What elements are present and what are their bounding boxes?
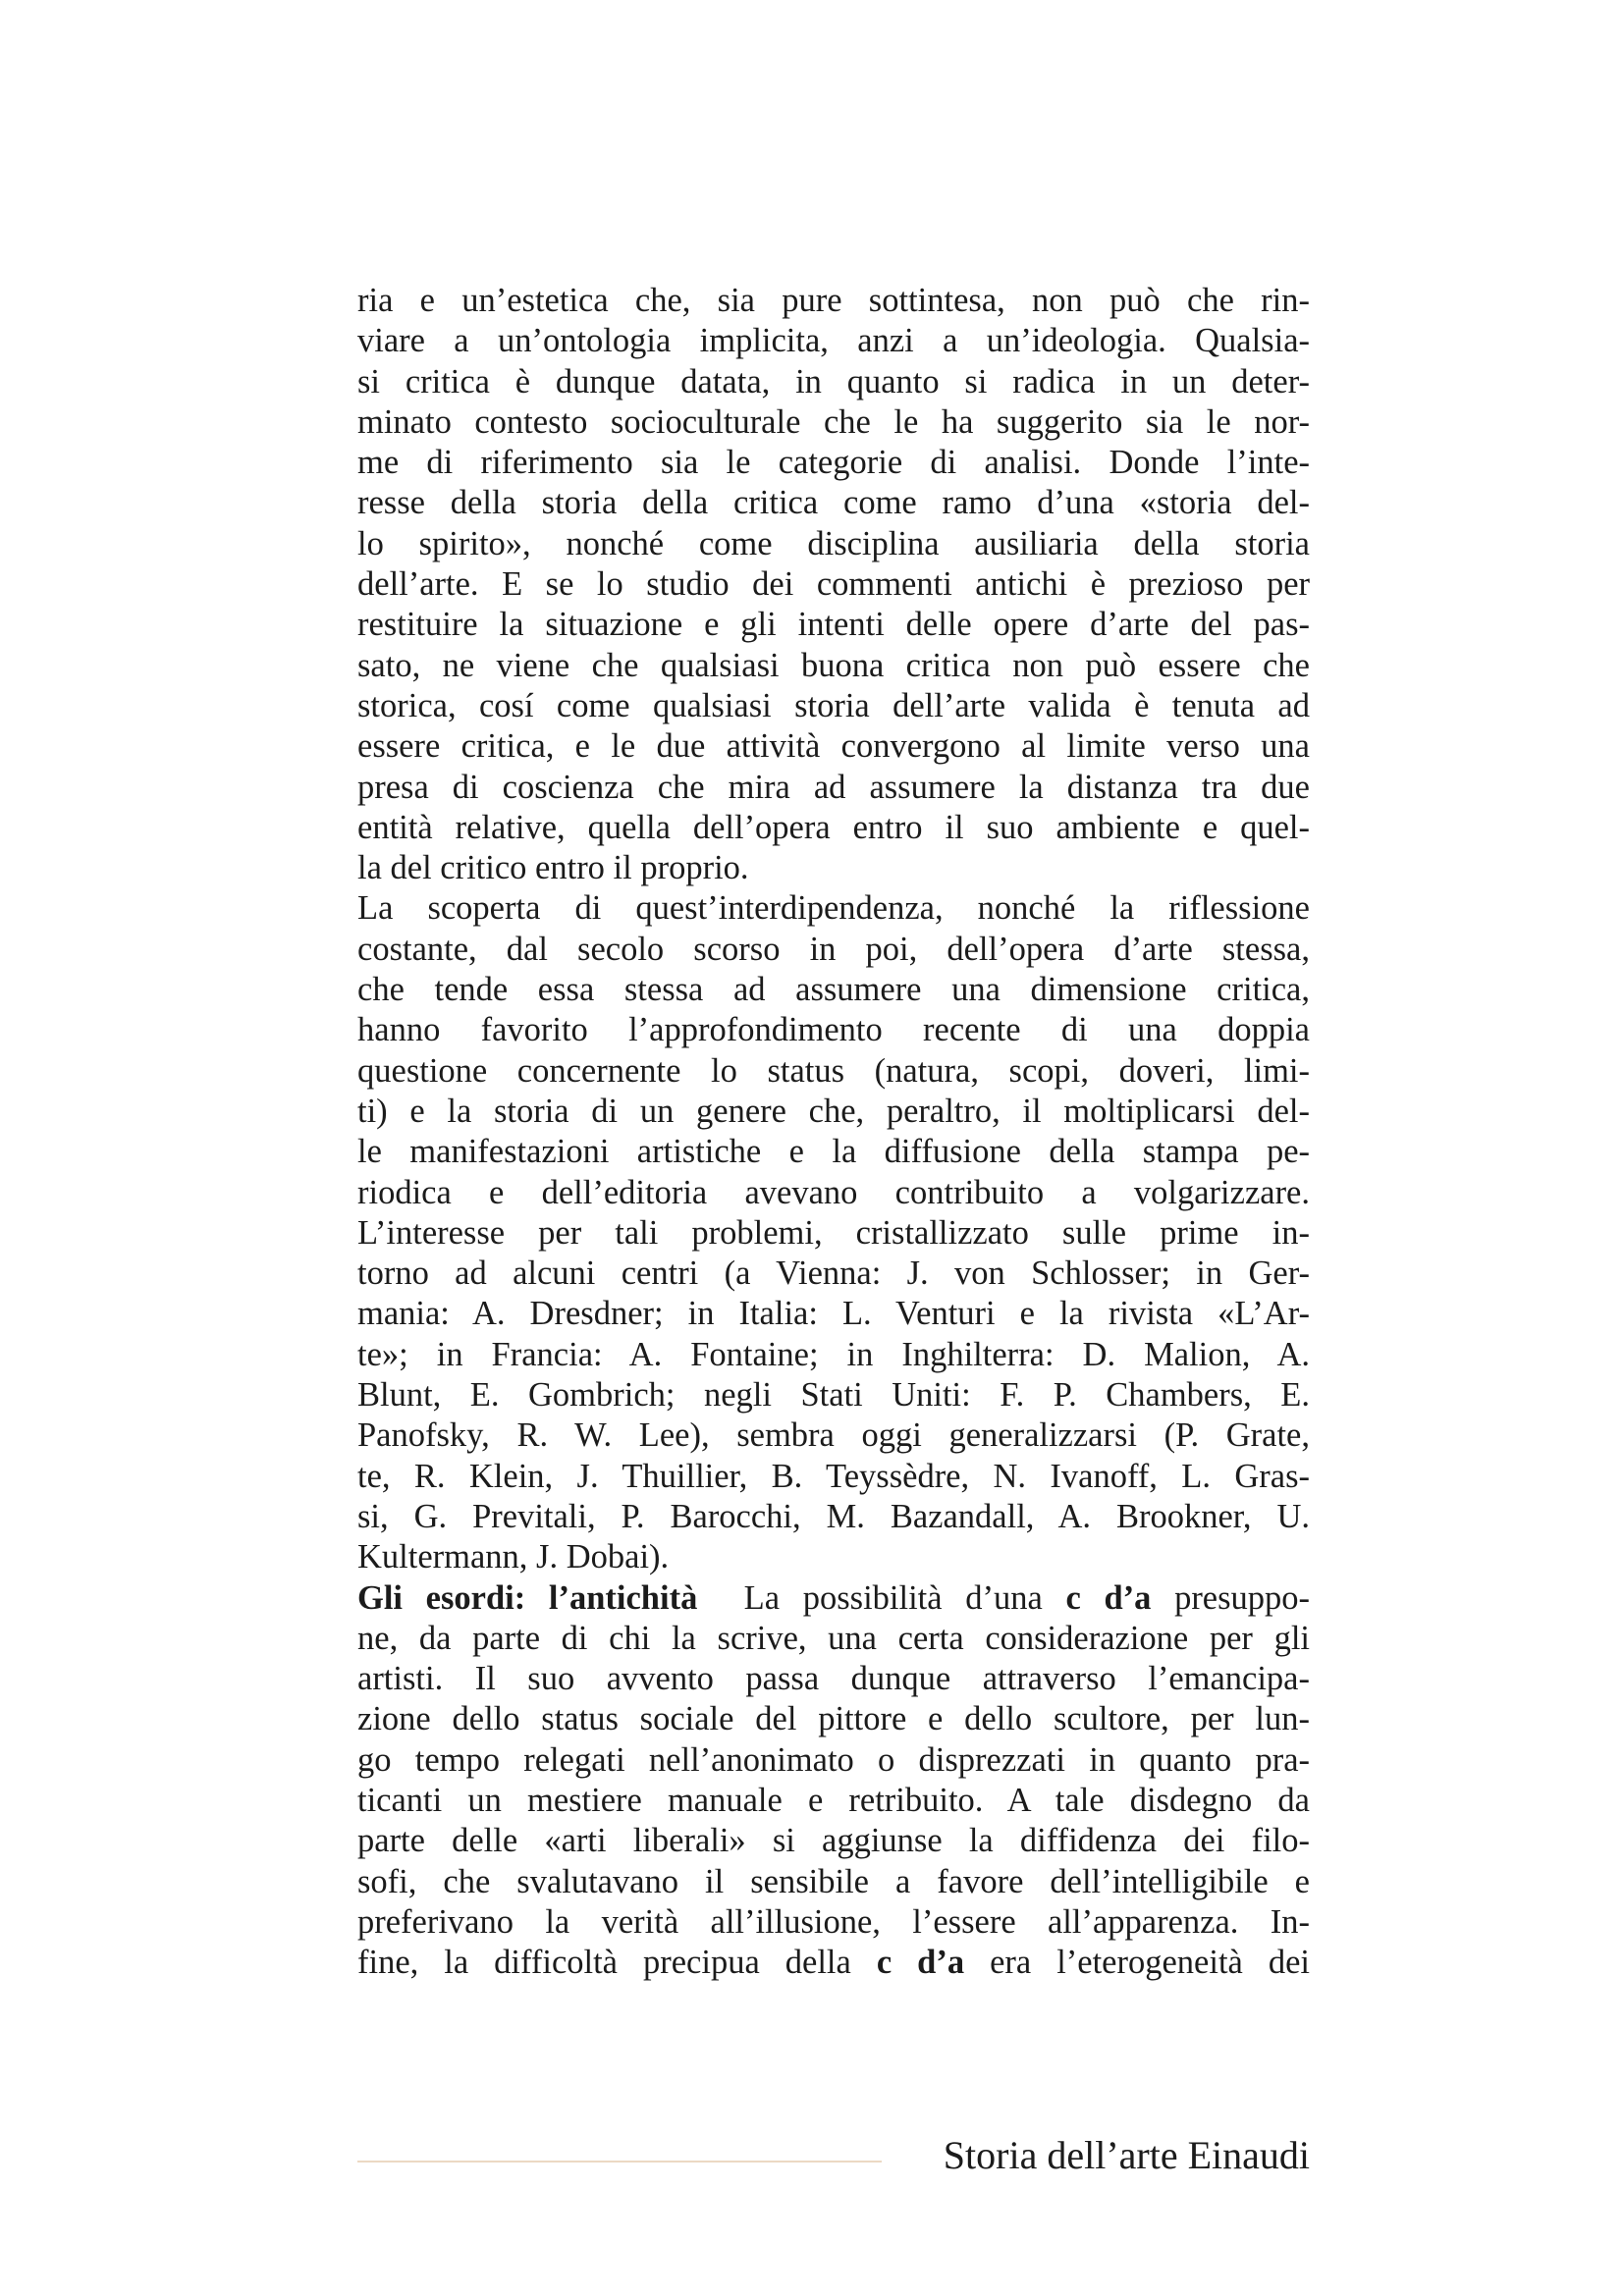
text-line: presa di coscienza che mira ad assumere la distanza tra due (357, 768, 1310, 806)
text-line: sofi, che svalutavano il sensibile a favore dell’intelligibile e (357, 1862, 1310, 1900)
body-text (357, 281, 1310, 1983)
text-line (357, 1578, 1310, 1619)
abbreviation: c d’a (876, 1944, 965, 1982)
footer-title: Storia dell’arte Einaudi (943, 2133, 1310, 2177)
text-line: Kultermann, J. Dobai). (357, 1538, 670, 1576)
text-line: zione dello status sociale del pittore e dello scultore, per lun- (357, 1700, 1310, 1738)
text-line: preferivano la verità all’illusione, l’essere all’apparenza. In- (357, 1902, 1310, 1941)
footer-divider (357, 2161, 882, 2163)
text-fragment: presuppo- (1174, 1578, 1311, 1617)
text-line: ticanti un mestiere manuale e retribuito. A tale disdegno da (357, 1781, 1310, 1819)
text-line: artisti. Il suo avvento passa dunque attraverso l’emancipa- (357, 1660, 1310, 1698)
text-line: le manifestazioni artistiche e la diffusione della stampa pe- (357, 1133, 1310, 1171)
text-line: me di riferimento sia le categorie di analisi. Donde l’inte- (357, 444, 1310, 482)
paragraph-3 (357, 1578, 1310, 1984)
text-line: ne, da parte di chi la scrive, una certa considerazione per gli (357, 1619, 1310, 1657)
text-line: riodica e dell’editoria avevano contribuito a volgarizzare. (357, 1173, 1310, 1211)
text-line: ti) e la storia di un genere che, peraltro, il moltiplicarsi del- (357, 1092, 1310, 1130)
text-line: viare a un’ontologia implicita, anzi a un’ideologia. Qualsia- (357, 322, 1310, 360)
text-line: ria e un’estetica che, sia pure sottintesa, non può che rin- (357, 282, 1310, 319)
text-line: hanno favorito l’approfondimento recente di una doppia (357, 1011, 1310, 1049)
text-line: sato, ne viene che qualsiasi buona critica non può essere che (357, 646, 1310, 684)
abbreviation: c d’a (1065, 1578, 1152, 1617)
text-line: te»; in Francia: A. Fontaine; in Inghilterra: D. Malion, A. (357, 1335, 1310, 1373)
text-line: torno ad alcuni centri (a Vienna: J. von Schlosser; in Ger- (357, 1255, 1310, 1293)
text-line: entità relative, quella dell’opera entro il suo ambiente e quel- (357, 808, 1310, 846)
text-line: resse della storia della critica come ramo d’una «storia del- (357, 484, 1310, 522)
text-line: essere critica, e le due attività convergono al limite verso una (357, 727, 1310, 766)
text-line: si, G. Previtali, P. Barocchi, M. Bazandall, A. Brookner, U. (357, 1497, 1310, 1535)
text-fragment: era l’eterogeneità dei (990, 1944, 1310, 1982)
text-line: parte delle «arti liberali» si aggiunse la diffidenza dei filo- (357, 1822, 1310, 1860)
text-fragment: La possibilità d’una (743, 1578, 1043, 1617)
text-line (357, 1943, 1310, 1983)
text-line: go tempo relegati nell’anonimato o disprezzati in quanto pra- (357, 1740, 1310, 1779)
text-line: lo spirito», nonché come disciplina ausiliaria della storia (357, 524, 1310, 562)
text-line: Blunt, E. Gombrich; negli Stati Uniti: F. P. Chambers, E. (357, 1376, 1310, 1415)
text-line: te, R. Klein, J. Thuillier, B. Teyssèdre, N. Ivanoff, L. Gras- (357, 1457, 1310, 1495)
section-heading: Gli esordi: l’antichità (357, 1578, 698, 1617)
text-line: storica, cosí come qualsiasi storia dell’arte valida è tenuta ad (357, 686, 1310, 724)
text-line: L’interesse per tali problemi, cristallizzato sulle prime in- (357, 1213, 1310, 1252)
text-fragment: fine, la difficoltà precipua della (357, 1944, 851, 1982)
text-line: si critica è dunque datata, in quanto si radica in un deter- (357, 362, 1310, 400)
text-line: La scoperta di quest’interdipendenza, nonché la riflessione (357, 889, 1310, 928)
text-line: restituire la situazione e gli intenti delle opere d’arte del pas- (357, 606, 1310, 644)
text-line: la del critico entro il proprio. (357, 849, 749, 887)
text-line: costante, dal secolo scorso in poi, dell’opera d’arte stessa, (357, 930, 1310, 968)
text-line: Panofsky, R. W. Lee), sembra oggi generalizzarsi (P. Grate, (357, 1416, 1310, 1455)
text-line: minato contesto socioculturale che le ha suggerito sia le nor- (357, 402, 1310, 441)
paragraph-2 (357, 888, 1310, 1577)
text-line: questione concernente lo status (natura, scopi, doveri, limi- (357, 1051, 1310, 1090)
text-line: mania: A. Dresdner; in Italia: L. Venturi e la rivista «L’Ar- (357, 1295, 1310, 1333)
paragraph-1 (357, 281, 1310, 888)
text-line: dell’arte. E se lo studio dei commenti antichi è prezioso per (357, 565, 1310, 604)
text-line: che tende essa stessa ad assumere una dimensione critica, (357, 971, 1310, 1009)
